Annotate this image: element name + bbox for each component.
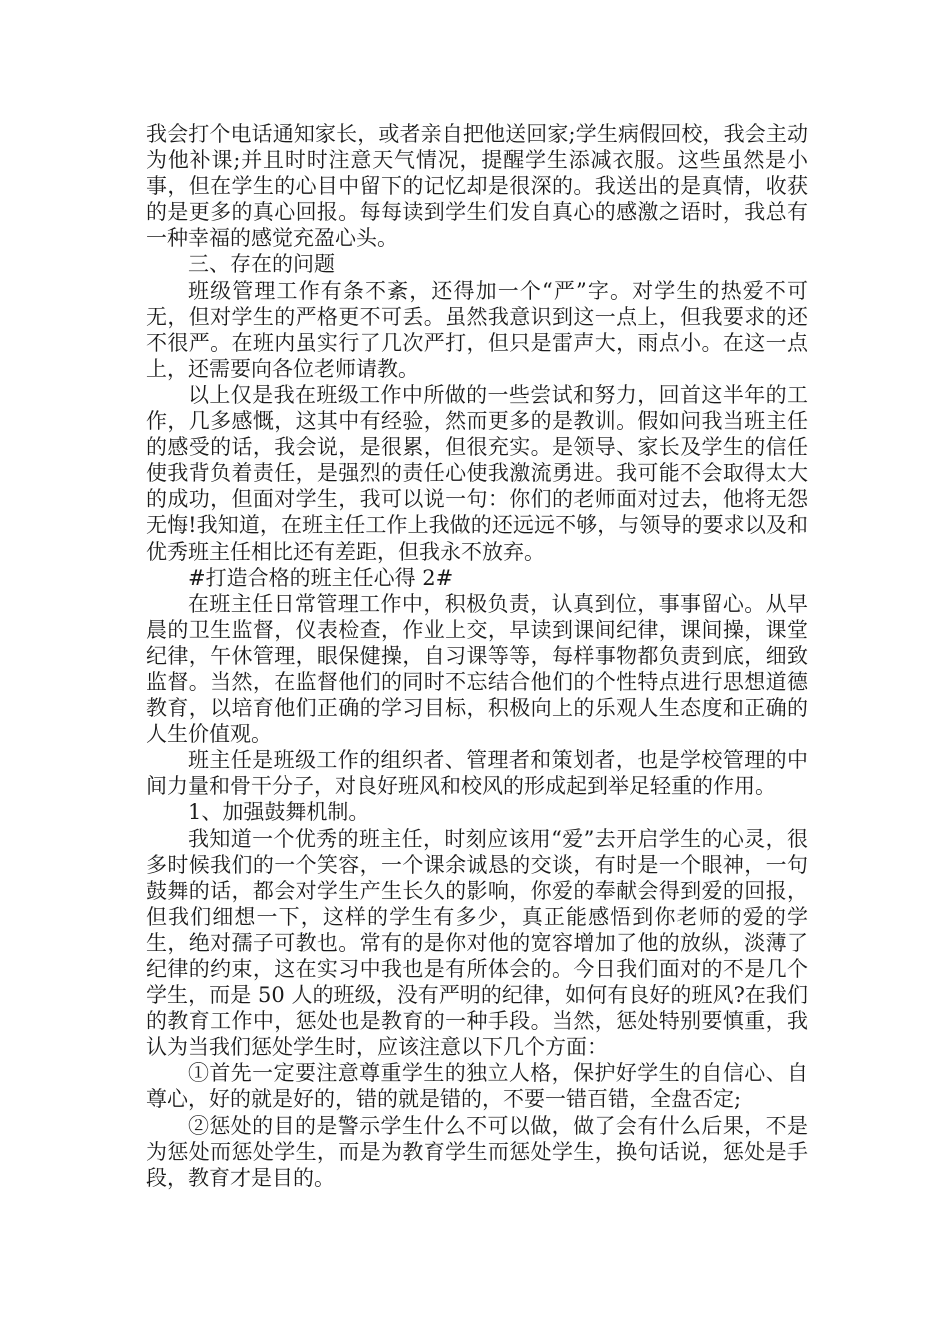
list-item-purpose: ②惩处的目的是警示学生什么不可以做，做了会有什么后果，不是为惩处而惩处学生，而是为教育学生而惩处学生，换句话说，惩处是手段，教育才是目的。 (146, 1113, 808, 1190)
section-heading-problems: 三、存在的问题 (188, 252, 335, 277)
list-item-respect: ①首先一定要注意尊重学生的独立人格，保护好学生的自信心、自尊心，好的就是好的，错的就是错的，不要一错百错，全盘否定; (146, 1061, 808, 1112)
subheading-encouragement: 1、加强鼓舞机制。 (188, 800, 370, 825)
paragraph-continuation: 我会打个电话通知家长，或者亲自把他送回家;学生病假回校，我会主动为他补课;并且时时注意天气情况，提醒学生添减衣服。这些虽然是小事，但在学生的心目中留下的记忆却是很深的。我送出的是真情，收获的是更多的真心回报。每每读到学生们发自真心的感激之语时，我总有一种幸福的感觉充盈心头。 (146, 122, 808, 251)
paragraph-daily-management: 在班主任日常管理工作中，积极负责，认真到位，事事留心。从早晨的卫生监督，仪表检查，作业上交，早读到课间纪律，课间操，课堂纪律，午休管理，眼保健操，自习课等等，每样事物都负责到底，细致监督。当然，在监督他们的同时不忘结合他们的个性特点进行思想道德教育，以培育他们正确的学习目标，积极向上的乐观人生态度和正确的人生价值观。 (146, 591, 808, 747)
paragraph-strictness: 班级管理工作有条不紊，还得加一个“严”字。对学生的热爱不可无，但对学生的严格更不可丢。虽然我意识到这一点上，但我要求的还不很严。在班内虽实行了几次严打，但只是雷声大，雨点小。在这一点上，还需要向各位老师请教。 (146, 278, 808, 381)
document-page (146, 121, 808, 1191)
paragraph-love-and-discipline: 我知道一个优秀的班主任，时刻应该用“爱”去开启学生的心灵，很多时候我们的一个笑容，一个课余诚恳的交谈，有时是一个眼神，一句鼓舞的话，都会对学生产生长久的影响，你爱的奉献会得到爱的回报，但我们细想一下，这样的学生有多少，真正能感悟到你老师的爱的学生，绝对孺子可教也。常有的是你对他的宽容增加了他的放纵，淡薄了纪律的约束，这在实习中我也是有所体会的。今日我们面对的不是几个学生，而是 50 人的班级，没有严明的纪律，如何有良好的班风?在我们的教育工作中，惩处也是教育的一种手段。当然，惩处特别要慎重，我认为当我们惩处学生时，应该注意以下几个方面： (146, 826, 808, 1060)
paragraph-role: 班主任是班级工作的组织者、管理者和策划者，也是学校管理的中间力量和骨干分子，对良好班风和校风的形成起到举足轻重的作用。 (146, 748, 808, 799)
paragraph-summary: 以上仅是我在班级工作中所做的一些尝试和努力，回首这半年的工作，几多感慨，这其中有经验，然而更多的是教训。假如问我当班主任的感受的话，我会说，是很累，但很充实。是领导、家长及学生的信任使我背负着责任，是强烈的责任心使我激流勇进。我可能不会取得太大的成功，但面对学生，我可以说一句：你们的老师面对过去，他将无怨无悔!我知道，在班主任工作上我做的还远远不够，与领导的要求以及和优秀班主任相比还有差距，但我永不放弃。 (146, 382, 808, 564)
section-heading-part2: #打造合格的班主任心得 2# (188, 565, 454, 590)
